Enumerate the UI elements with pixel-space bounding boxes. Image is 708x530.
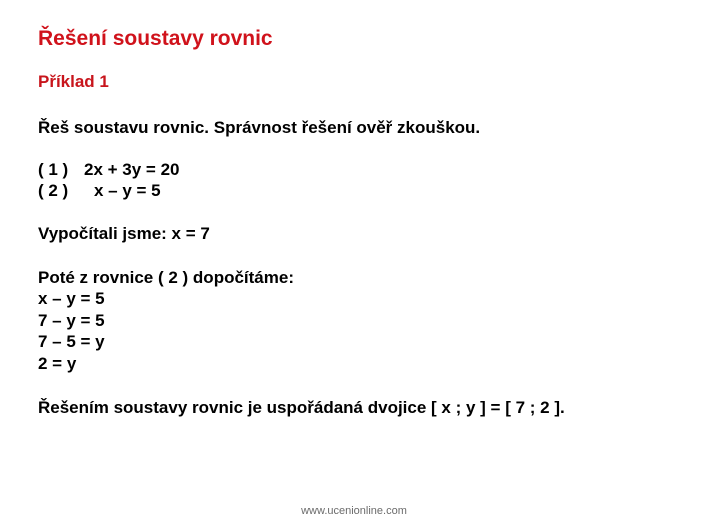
step-line: 7 – 5 = y [38, 332, 105, 351]
computed-result: Vypočítali jsme: x = 7 [38, 224, 210, 243]
step-line: x – y = 5 [38, 289, 105, 308]
conclusion-text: Řešením soustavy rovnic je uspořádaná dvojice [ x ; y ] = [ 7 ; 2 ]. [38, 398, 565, 417]
task-text: Řeš soustavu rovnic. Správnost řešení ověř zkouškou. [38, 118, 481, 137]
example-heading: Příklad 1 [38, 72, 109, 91]
equation-1 [38, 160, 179, 180]
equation-number: ( 2 ) [38, 181, 69, 200]
step-line: 2 = y [38, 354, 77, 373]
page-title: Řešení soustavy rovnic [38, 27, 273, 50]
equation-body: 2x + 3y = 20 [84, 160, 180, 179]
then-text: Poté z rovnice ( 2 ) dopočítáme: [38, 268, 294, 287]
step-line: 7 – y = 5 [38, 311, 105, 330]
equation-2 [38, 181, 161, 201]
footer-url: www.ucenionline.com [301, 505, 407, 517]
equation-body: x – y = 5 [94, 181, 161, 200]
equation-number: ( 1 ) [38, 160, 69, 179]
